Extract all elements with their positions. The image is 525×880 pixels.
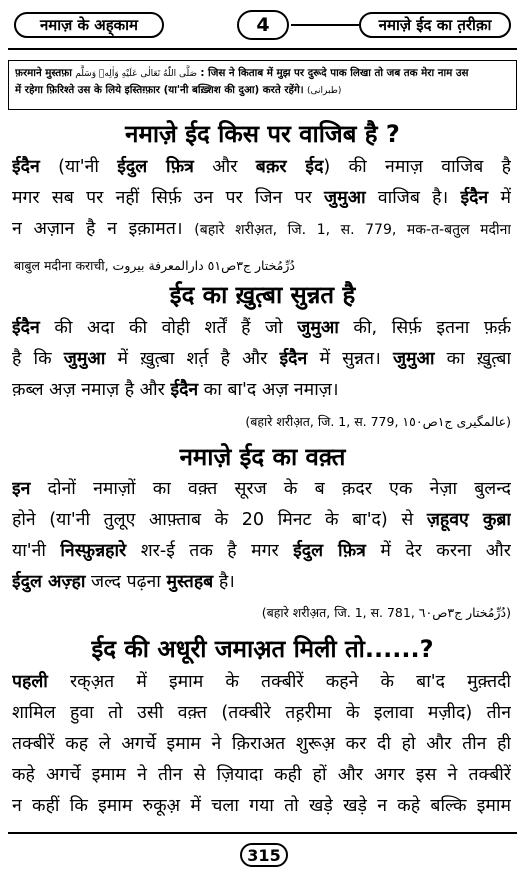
hadith-notice-box [8,60,517,110]
section-body [12,152,511,245]
reference-citation: बाबुल मदीना कराची, دُرِّمُختار ج٣ص٥١ دارالمعرفة بيروت [14,258,295,273]
chapter-number-text: 4 [256,14,270,36]
chapter-number-box [237,10,289,40]
notice-label: फ़रमाने मुस्तफ़ा [15,67,72,79]
section-body [12,474,511,598]
body-line: इन दोनों नमाज़ों का वक़्त सूरज के ब क़दर एक नेज़ा बुलन्द [12,479,511,499]
chapter-title-text: नमाज़े ईद का त़रीक़ा [378,16,492,34]
notice-text-2: में रहेगा फ़िरिश्ते उस के लिये इस्तिग़्फ़ार (या'नी बख़्शिश की दुआ) करते रहेंगे। [15,84,304,96]
book-title-text: नमाज़ के अह्‌काम [39,16,139,34]
body-line: तक्बीरें कह ले अगर्चे इमाम ने क़िराअत शुरूअ़ कर दी हो और तीन ही [12,734,511,754]
body-line: ईदैन (या'नी ईदुल फ़ित्र और बक़र ईद) की नमाज़ वाजिब है [12,157,511,177]
notice-text-1: : जिस ने किताब में मुझ पर दुरूदे पाक लिखा तो जब तक मेरा नाम उस [200,67,469,79]
body-line: ईदैन की अदा की वोही शर्तें हैं जो जुमुआ की, सिर्फ़ इतना फ़र्क़ [12,318,511,338]
section-heading: नमाज़े ईद किस पर वाजिब है ? [125,120,400,148]
reference-citation: (बहारे शरीअ़त, जि. 1, स. 779, عالمگیری ج١ص١٥٠) [245,414,511,429]
body-line: या'नी निस्फ़ुन्नहारे शर-ई तक है मगर ईदुल फ़ित्र में देर करना और [12,541,511,561]
body-line: होने (या'नी तुलूए आफ़्ताब के 20 मिनट के बा'द) से ज़हूवए कुब्रा [12,510,511,530]
body-line: न अज़ान है न इक़ामत। (बहारे शरीअ़त, जि. 1, स. 779, मक-त-बतुल मदीना [12,219,511,239]
section-heading: नमाज़े ईद का वक़्त [179,443,346,471]
body-line: पहली रक्‌अ़त में इमाम के तक्बीरें कहने के बा'द मुक़्तदी [12,672,511,692]
body-line: है कि जुमुआ में ख़ुत़्बा शर्त़ है और ईदैन में सुन्नत। जुमुआ का ख़ुत़्बा [12,349,511,369]
book-title-tab [14,12,164,38]
page-number-text: 315 [247,845,281,865]
notice-line-2 [15,82,510,99]
notice-line-1 [15,65,510,82]
header-rule-right [291,24,360,26]
body-line: शामिल हुवा तो उसी वक़्त (तक्बीरे तह़रीमा के इलावा मज़ीद) तीन [12,703,511,723]
body-line: क़ब्ल अज़ नमाज़ है और ईदैन का बा'द अज़ नमाज़। [12,380,339,400]
notice-reference: (طبرانی) [307,86,342,96]
body-line: ईदुल अज़्हा जल्द पढ़ना मुस्तहब है। [12,572,235,592]
body-line: कहे अगर्चे इमाम ने तीन से ज़ियादा कही हों और अगर इस ने तक्बीरें [12,765,511,785]
body-line: मगर सब पर नहीं सिर्फ़ उन पर जिन पर जुमुआ वाजिब है। ईदैन में [12,188,511,208]
footer-rule [8,832,517,834]
header-divider [8,48,517,50]
section-body [12,313,511,406]
notice-salutation: صَلَّى اللّٰهُ تَعَالٰى عَلَيْهِ وَاٰلِهٖ وَسَلَّم [75,69,198,79]
section-heading: ईद की अधूरी जमाअ़त मिली तो......? [91,635,434,663]
reference-citation: (बहारे शरीअ़त, जि. 1, स. 781, دُرِّمُختار ج٣ص٦٠) [261,605,511,620]
page-number [240,843,288,867]
chapter-title-tab [359,12,511,38]
section-heading: ईद का ख़ुत़्बा सुन्नत है [169,281,356,309]
section-body [12,667,511,822]
body-line: न कहीं कि इमाम रुकूअ़ में चला गया तो खड़े खड़े न कहे बल्कि इमाम [12,796,511,816]
